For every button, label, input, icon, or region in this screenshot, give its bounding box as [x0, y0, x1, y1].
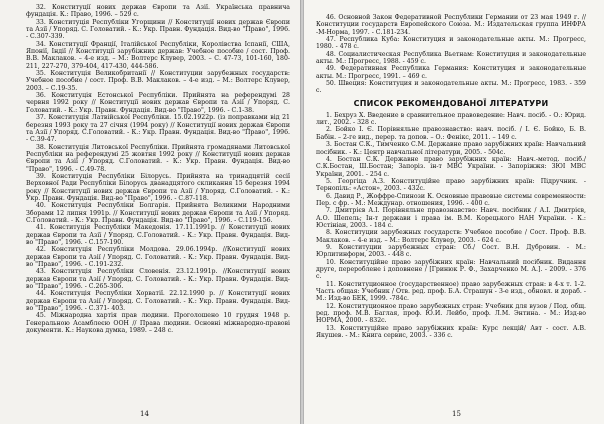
bibliography-entry: 12. Конституционное право зарубежных стран: Учебник для вузов / Под. общ. ред. проф. М.В. Баглая, проф. Ю.И. Лейбо, проф. Л.М. Энтина. - М.: Изд-во НОРМА, 2000. - 832с. — [316, 302, 586, 325]
bibliography-entry: 38. Конституція Литовської Республіки. Прийнята громадянами Литовської Республіки на референдумі 25 жовтня 1992 року // Конституції нових держав Європи та Азії / Упоряд. С.Головатий. - К.: Укр. Правн. Фундація. Вид-во "Право", 1996. - С.49-78. — [26, 143, 290, 173]
bibliography-entry: 5. Георгіца А.З. Конституційне право зарубіжних країн: Підручник. - Тернопіль: «Астон», 2003. - 432с. — [316, 177, 586, 193]
bibliography-entry: 34. Конституції Франції, Італійської Республіки, Королівства Іспанії, США, Японії, Індії // Конституції зарубіжних держав: Учебное пособие / сост. Проф. В.В. Маклаков. – 4-е изд. – М.: Волтерс Клувер, 2003. – С. 47-73, 101-160, 180-211, 227-270, 379-404, 417-430, 444-586. — [26, 40, 290, 70]
section-heading: СПИСОК РЕКОМЕНДОВАНОЇ ЛІТЕРАТУРИ — [353, 98, 549, 108]
bibliography-entry: 32. Конституції нових держав Європи та Азії. Українська правнича фундація. К.: Право, 1996. – 529 с. — [26, 4, 290, 19]
bibliography-entry: 43. Конституція Республіки Словенія. 23.12.1991р. //Конституції нових держав Європи та Азії / Упоряд. С. Головатий. - К.: Укр. Правн. Фундація. Вид-во "Право", 1996. - С.265-306. — [26, 268, 290, 291]
bibliography-entry: 37. Конституція Латвійської Республіки. 15.02.1922р. (із поправками від 21 березня 1993 року та 27 січня (1994 року) // Конституції нових держав Європи та Азії / Упоряд. С.Головатий. - К.: Укр. Правн. Фундація. Вид-во "Право", 1996. - С.39-47. — [26, 114, 290, 144]
bibliography-entry: 41. Конституція Республіки Македонія. 17.11.1991р. // Конституції нових держав Європи та Азії / Упоряд. С.Головатий. - К.: Укр. Правн. Фундація. Вид-во "Право", 1996. - С.157-190. — [26, 224, 290, 246]
bibliography-entry: 47. Республика Куба: Конституция и законодательные акты. М.: Прогресс, 1980. - 478 с. — [316, 36, 586, 51]
bibliography-entry: 8. Конституции зарубежных государств: Учебное пособие / Сост. Проф. В.В. Маклаков. – 4-е изд. – М.: Волтерс Клувер, 2003. - 624 с. — [316, 229, 586, 244]
left-page — [0, 0, 300, 424]
recommended-literature-list — [316, 112, 586, 340]
bibliography-entry: 2. Бойко І. Є. Порівняльне правознавство: навч. посіб. / І. Є. Бойко, Б. В. Бабін. – 2-ге вид., перер. та допов. – О.: Фенікс, 2011. – 149 с. — [316, 126, 586, 141]
bibliography-entry: 46. Основной Закон Федеративной Республики Германии от 23 мая 1949 г. // Конституции государств Европейского Союза. М.: Издательская группа ИНФРА -М-Норма, 1997. - С.181-234. — [316, 14, 586, 36]
bibliography-entry: 39. Конституція Республіки Білорусь. Прийнята на тринадцятій сесії Верховної Ради Республіки Білорусь дванадцятого скликання 15 березня 1994 року // Конституції нових держав Європи та Азії / Упоряд. С.Головатий. - К.: Укр. Правн. Фундація. Вид-во "Право", 1996. - С.87-118. — [26, 172, 290, 202]
bibliography-entry: 13. Конституційне право зарубіжних країн: Курс лекцій/ Авт - сост. А.В. Якушев. - М.: Книга сервис, 2003. - 336 с. — [316, 324, 586, 340]
page-number-left: 14 — [140, 410, 149, 418]
bibliography-entry: 10. Конституційне право зарубіжних країн: Навчальний посібник. Видання друге, перероблене і доповнене / [Гринюк Р. Ф., Захарченко М. А.]. - 2009. - 376 с. — [316, 258, 586, 281]
bibliography-entry: 1. Бехруз Х. Введение в сравнительное правоведение: Навч. посіб. - О.: Юрид. лит., 2002. - 328 с. — [316, 111, 586, 127]
bibliography-entry: 50. Швеция: Конституция и законодательные акты. М.: Прогресс, 1983. - 359 с. — [316, 80, 586, 95]
bibliography-entry: 49. Федеративная Республика Германия: Конституция и законодательные акты. М.: Прогресс, 1991. – 469 с. — [316, 65, 586, 80]
bibliography-entry: 4. Бостан С.К. Державне право зарубіжних країн: Навч.-метод. посіб./ С.К.Бостан, Ш.Бостан; Запоріз. ін-т МВС України. - Запоріжжя: ЗЮІ МВС України, 2001. - 254 с. — [316, 155, 586, 178]
bibliography-entry: 40. Конституція Республіки Болгарія. Прийнята Великими Народними Зборами 12 липня 1991р. // Конституції нових держав Європи та Азії / Упоряд. С.Головатий. - К.: Укр. Правн. Фундація. Вид-во "Право", 1996. - С.119-156. — [26, 202, 290, 224]
bibliography-entry: 3. Бостан С.К., Тимченко С.М. Державне право зарубіжних країн: Навчальний посібник. - К.: Центр навчальної літератури, 2005. - 504с. — [316, 141, 586, 156]
bibliography-entry: 36. Конституція Естонської Республіки. Прийнята на референдумі 28 червня 1992 року // Конституції нових держав Європи та Азії / Упоряд. С. Головатий. - К.: Укр. Правн. Фундація. Вид-во "Право", 1996. - С.1-38. — [26, 92, 290, 114]
bibliography-entry: 35. Конституція Великобританії // Конституции зарубежных государств: Учебное пособие / сост. Проф. В.В. Маклаков. – 4-е изд. – М.: Волтерс Клувер, 2003. – С.19-35. — [26, 70, 290, 92]
bibliography-entry: 42. Конституція Республіки Молдова. 29.06.1994р. //Конституції нових держав Європи та Азії / Упоряд. С. Головатий. - К.: Укр. Правн. Фундація. Вид-во "Право", 1996. - С.191-232. — [26, 246, 290, 269]
bibliography-entry: 6. Давид Р., Жоффре-Спинози К. Основные правовые системы современности: Пер. с фр. - М.: Междунар. отношения, 1996. - 400 с. — [316, 192, 586, 207]
left-page-entries — [26, 4, 290, 334]
right-page-entries — [316, 14, 586, 95]
bibliography-entry: 11. Конституционное (государственное) право зарубежных стран: в 4-х т. 1-2. Часть общая: Учебник / Отв. ред. проф. Б.А. Страшун - 3-е изд., обновл. и дораб. - М.: Изд-во БЕК, 1999. -784с. — [316, 280, 586, 303]
bibliography-entry: 44. Конституція Республіки Хорватії. 22.12.1990 р. // Конституції нових держав Європи та Азії / Упоряд. С. Головатий. - К.: Укр. Правн. Фундація. Вид-во "Право", 1996. - С.371- 403. — [26, 290, 290, 313]
bibliography-entry: 45. Міжнародна хартія прав людини. Проголошено 10 грудня 1948 р. Генеральною Асамблеєю ООН // Права людини. Основні міжнародно-правові документи. К.: Наукова думка, 1989. – 248 с. — [26, 312, 290, 335]
bibliography-entry: 33. Конституція Республіки Угорщини // Конституції нових держав Європи та Азії / Упоряд. С. Головатий. - К.: Укр. Правн. Фундація. Вид-во "Право", 1996. - С.307-339. — [26, 18, 290, 41]
bibliography-entry: 7. Дмитрієв А.І. Порівняльне правознавство: Навч. посібник / А.І. Дмитрієв, А.О. Шепель; Ін-т держави і права ім. В.М. Корецького НАН України. - К.: Юстініан, 2003. - 184 с. — [316, 207, 586, 229]
bibliography-entry: 48. Социалистическая Республика Вьетнам: Конституция и законодательные акты. М.: Прогресс, 1988. - 459 с. — [316, 50, 586, 66]
bibliography-entry: 9. Конституции зарубежных стран: Сб./ Сост. В.Н. Дубровин. - М.: Юрлитинформ, 2003. - 448 с. — [316, 243, 586, 259]
right-page — [304, 0, 604, 424]
page-number-right: 15 — [452, 410, 461, 418]
